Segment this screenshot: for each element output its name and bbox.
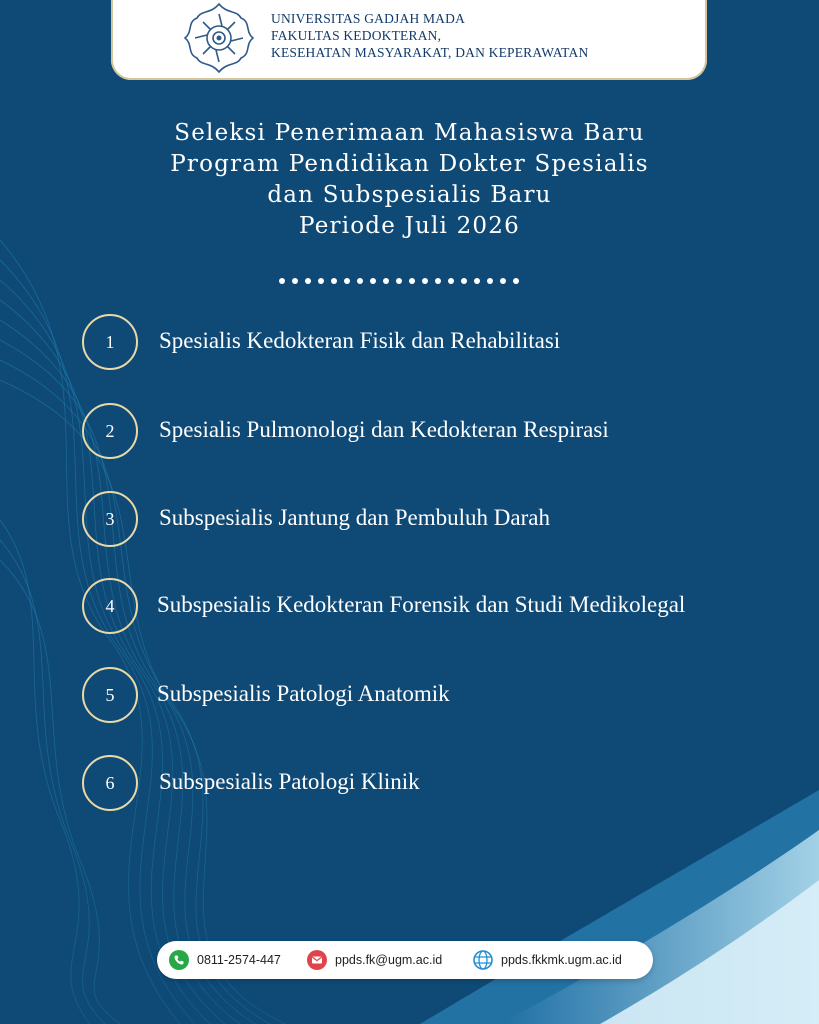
email-contact[interactable] xyxy=(307,950,442,970)
list-item xyxy=(82,755,782,815)
list-item xyxy=(82,578,782,638)
website-url: ppds.fkkmk.ugm.ac.id xyxy=(501,953,622,967)
program-label: Subspesialis Jantung dan Pembuluh Darah xyxy=(159,505,550,530)
phone-number: 0811-2574-447 xyxy=(197,953,281,967)
contact-bar xyxy=(157,941,653,979)
program-label: Subspesialis Kedokteran Forensik dan Studi Medikolegal xyxy=(157,592,686,617)
list-item xyxy=(82,314,782,374)
number-badge: 2 xyxy=(82,403,138,459)
institution-name xyxy=(271,10,588,61)
website-contact[interactable] xyxy=(473,950,622,970)
list-item xyxy=(82,667,782,727)
title-line-4: Periode Juli 2026 xyxy=(299,213,520,239)
title-line-3: dan Subspesialis Baru xyxy=(267,182,552,208)
header-card xyxy=(111,0,707,80)
phone-contact[interactable] xyxy=(169,950,281,970)
page-title xyxy=(0,118,819,242)
faculty-name-line2: KESEHATAN MASYARAKAT, DAN KEPERAWATAN xyxy=(271,45,589,60)
program-label: Spesialis Kedokteran Fisik dan Rehabilitasi xyxy=(159,328,561,353)
faculty-name-line1: FAKULTAS KEDOKTERAN, xyxy=(271,28,442,43)
globe-icon xyxy=(473,950,493,970)
number-badge: 5 xyxy=(82,667,138,723)
number-badge: 6 xyxy=(82,755,138,811)
program-label: Subspesialis Patologi Anatomik xyxy=(157,681,450,706)
mail-icon xyxy=(307,950,327,970)
list-item xyxy=(82,491,782,551)
program-label: Subspesialis Patologi Klinik xyxy=(159,769,420,794)
title-line-2: Program Pendidikan Dokter Spesialis xyxy=(170,151,649,177)
title-line-1: Seleksi Penerimaan Mahasiswa Baru xyxy=(174,120,645,146)
number-badge: 3 xyxy=(82,491,138,547)
program-label: Spesialis Pulmonologi dan Kedokteran Respirasi xyxy=(159,417,609,442)
number-badge: 4 xyxy=(82,578,138,634)
ugm-seal-icon xyxy=(181,0,257,76)
dotted-divider xyxy=(279,278,539,288)
university-name: UNIVERSITAS GADJAH MADA xyxy=(271,11,466,26)
list-item xyxy=(82,403,782,463)
number-badge: 1 xyxy=(82,314,138,370)
phone-icon xyxy=(169,950,189,970)
email-address: ppds.fk@ugm.ac.id xyxy=(335,953,443,967)
